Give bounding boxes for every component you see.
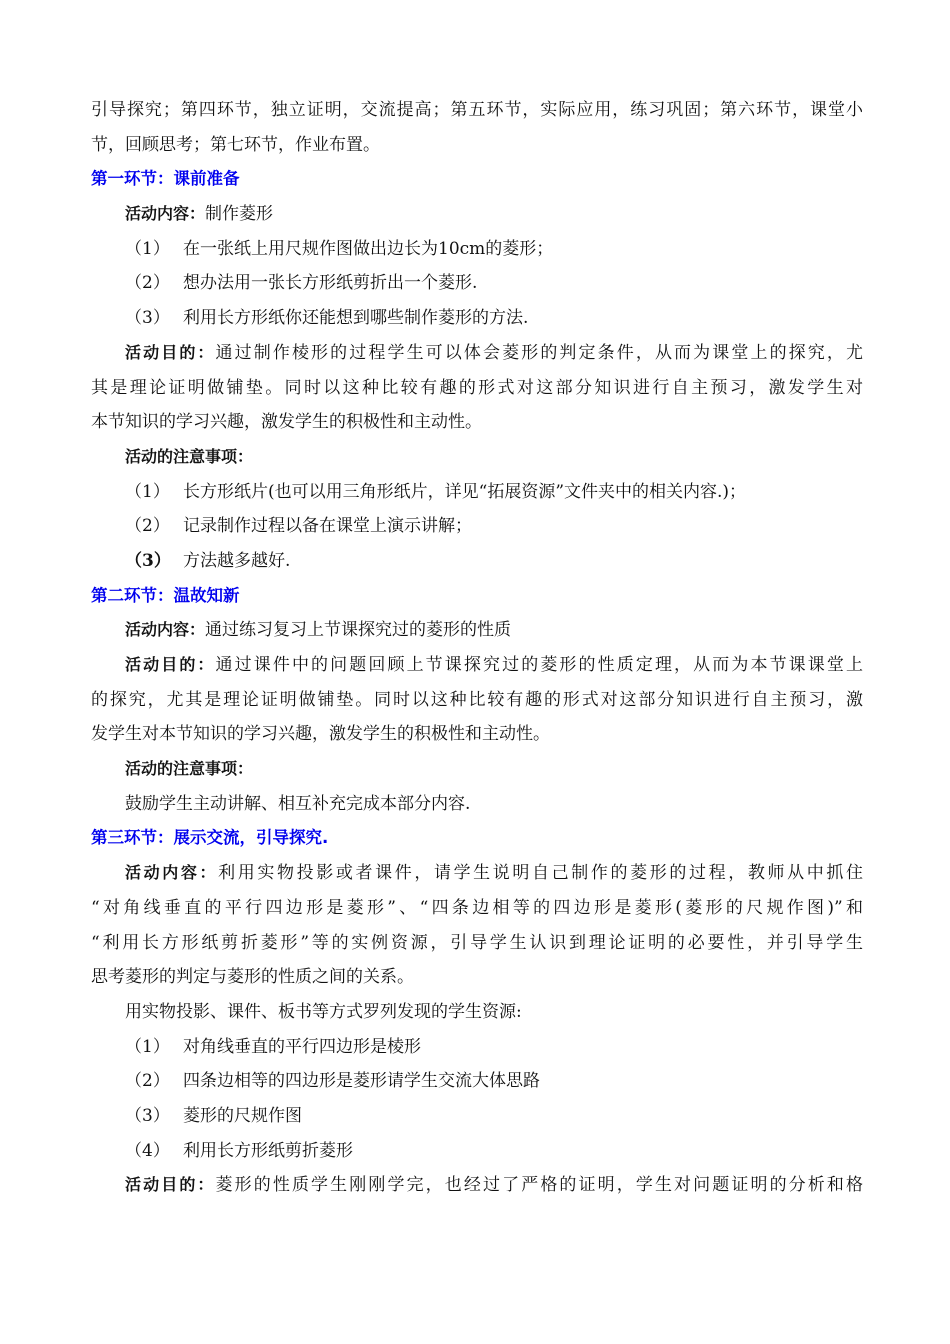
purpose-label: 活动目的： [125,342,216,362]
notes-heading [91,752,863,787]
purpose-text: 其是理论证明做铺垫。同时以这种比较有趣的形式对这部分知识进行自主预习，激发学生对 [91,377,863,398]
content-text: 制作菱形 [205,204,274,225]
item-text: 四条边相等的四边形是菱形请学生交流大体思路 [183,1071,540,1092]
section-heading: 第一环节：课前准备 [91,169,240,189]
activity-content [91,613,863,648]
purpose-text: 本节知识的学习兴趣，激发学生的积极性和主动性。 [91,412,482,433]
item-text: 利用长方形纸你还能想到哪些制作菱形的方法. [183,308,529,329]
list-item [91,232,863,267]
item-text: 长方形纸片(也可以用三角形纸片，详见“拓展资源”文件夹中的相关内容.)； [183,481,747,502]
notes-label: 活动的注意事项： [125,446,254,466]
purpose-text: 菱形的性质学生刚刚学完，也经过了严格的证明，学生对问题证明的分析和格 [215,1175,863,1196]
item-text: 记录制作过程以备在课堂上演示讲解； [183,516,472,537]
item-number: （2） [125,516,170,537]
content-text: 思考菱形的判定与菱形的性质之间的关系。 [91,967,414,988]
purpose-label: 活动目的： [125,655,216,674]
item-number: （3） [125,550,171,571]
purpose-text: 的探究，尤其是理论证明做铺垫。同时以这种比较有趣的形式对这部分知识进行自主预习，激 [91,689,863,710]
notes-heading [91,440,863,475]
content-text: “利用长方形纸剪折菱形”等的实例资源，引导学生认识到理论证明的必要性，并引导学生 [91,932,863,953]
item-number: （2） [125,1071,170,1092]
purpose-text: 通过课件中的问题回顾上节课探究过的菱形的性质定理，从而为本节课课堂上 [215,655,863,675]
item-text: 方法越多越好. [183,550,291,571]
item-number: （1） [125,481,170,502]
purpose-text: 通过制作棱形的过程学生可以体会菱形的判定条件，从而为课堂上的探究，尤 [215,342,863,363]
item-text: 利用长方形纸剪折菱形 [183,1140,353,1161]
activity-purpose [91,336,863,371]
content-text: 通过练习复习上节课探究过的菱形的性质 [205,620,512,641]
activity-content [91,856,863,891]
item-number: （3） [125,308,170,329]
list-item [91,266,863,301]
list-item [91,301,863,336]
content-label: 活动内容： [125,204,206,224]
list-item [91,1030,863,1065]
intro-line: 节，回顾思考；第七环节，作业布置。 [91,134,380,155]
item-text: 在一张纸上用尺规作图做出边长为10cm的菱形； [183,238,554,259]
list-item [91,475,863,510]
item-number: （1） [125,238,170,259]
content-label: 活动内容： [125,863,219,883]
list-item [91,1099,863,1134]
item-number: （2） [125,273,170,294]
activity-purpose [91,1168,863,1203]
activity-purpose [91,648,863,683]
document-page [91,93,863,1203]
resources-intro: 用实物投影、课件、板书等方式罗列发现的学生资源: [125,1001,522,1022]
list-item [91,1134,863,1169]
content-text: 利用实物投影或者课件，请学生说明自己制作的菱形的过程，教师从中抓住 [218,863,863,884]
item-number: （3） [125,1105,170,1126]
content-label: 活动内容： [125,620,206,640]
content-text: “对角线垂直的平行四边形是菱形”、“四条边相等的四边形是菱形(菱形的尺规作图)”和 [91,897,863,918]
item-number: （4） [125,1140,170,1161]
item-number: （1） [125,1036,170,1057]
activity-content [91,197,863,232]
section-heading: 第二环节：温故知新 [91,585,240,605]
list-item [91,509,863,544]
intro-line: 引导探究；第四环节，独立证明，交流提高；第五环节，实际应用，练习巩固；第六环节，课堂小 [91,100,863,120]
purpose-label: 活动目的： [125,1175,216,1195]
item-text: 想办法用一张长方形纸剪折出一个菱形. [183,273,478,294]
list-item [91,1064,863,1099]
item-text: 菱形的尺规作图 [183,1105,302,1126]
section-heading: 第三环节：展示交流，引导探究. [91,828,329,848]
notes-text: 鼓励学生主动讲解、相互补充完成本部分内容. [125,793,471,814]
notes-label: 活动的注意事项： [125,759,254,779]
purpose-text: 发学生对本节知识的学习兴趣，激发学生的积极性和主动性。 [91,724,550,745]
list-item [91,544,863,579]
item-text: 对角线垂直的平行四边形是棱形 [183,1036,421,1057]
